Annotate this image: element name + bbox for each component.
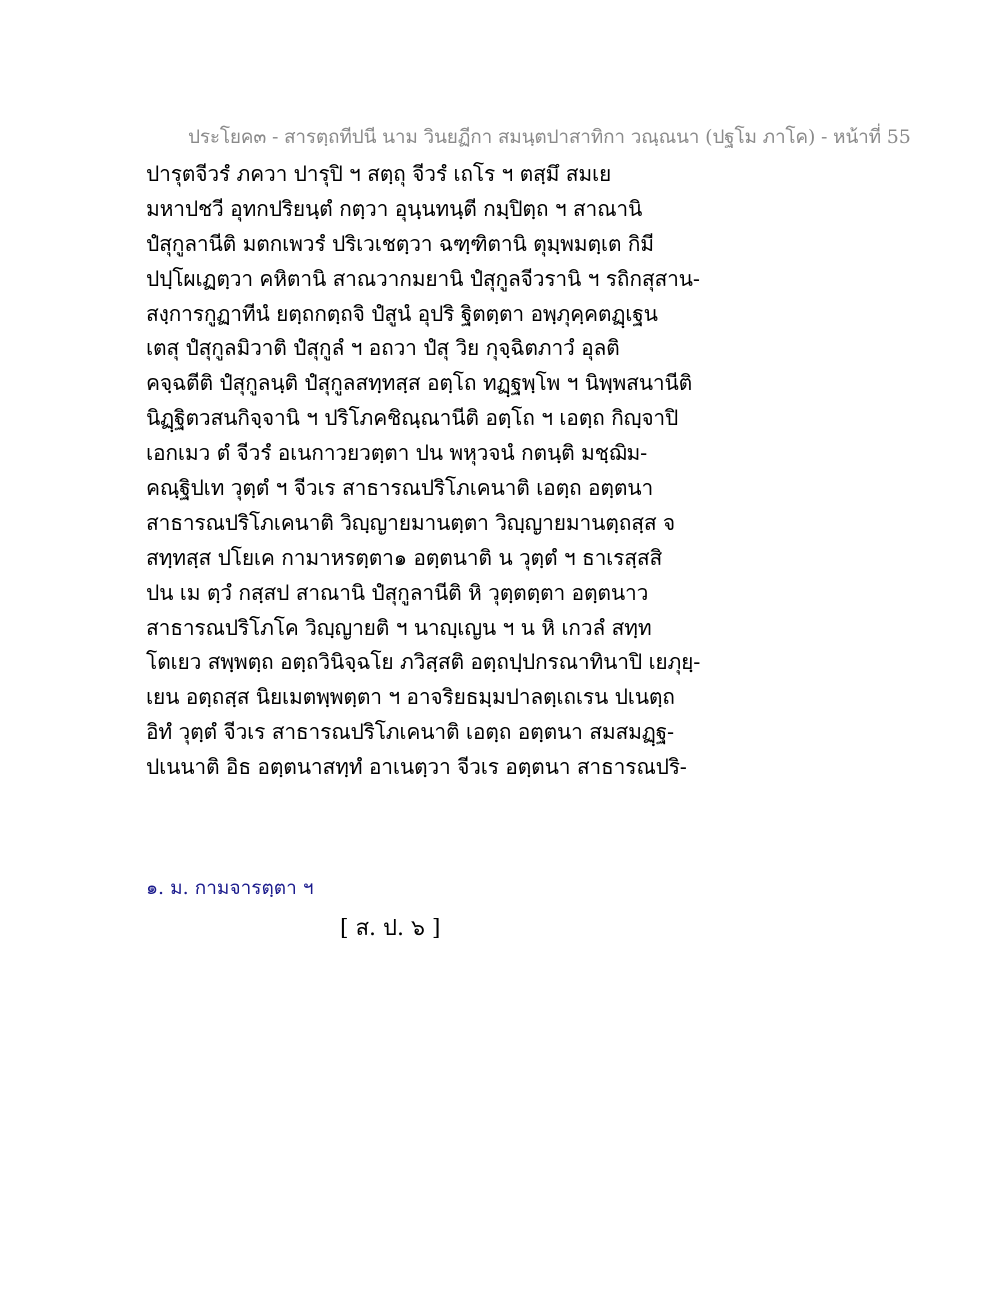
body-line: สทฺทสฺส ปโยเค กามาหรตฺตา๑ อตฺตนาติ น วุตฺตํ ฯ ธาเรสฺสสิ — [146, 545, 663, 570]
page-header: ประโยค๓ - สารตฺถทีปนี นาม วินยฏีกา สมนฺตปาสาทิกา วณฺณนา (ปฐโม ภาโค) - หน้าที่ 55 — [188, 126, 911, 148]
body-line: ปเนนาติ อิธ อตฺตนาสทฺทํ อาเนตฺวา จีวเร อตฺตนา สาธารณปริ- — [146, 755, 687, 780]
body-line: เยน อตฺถสฺส นิยเมตพฺพตฺตา ฯ อาจริยธมฺมปาลตฺเถเรน ปเนตฺถ — [146, 685, 675, 710]
body-line: คจฺฉตีติ ปํสุกูลนฺติ ปํสุกูลสทฺทสฺส อตฺโถ ทฏฺฐพฺโพ ฯ นิพฺพสนานีติ — [146, 371, 693, 396]
body-line: ปํสุกูลานีติ มตกเพวรํ ปริเวเชตฺวา ฉฑฺฑิตานิ ตุมฺพมตฺเต กิมี — [146, 231, 654, 256]
body-line: สาธารณปริโภโค วิญฺญายติ ฯ นาญฺเญน ฯ น หิ เกวลํ สทฺท — [146, 615, 652, 640]
body-line: มหาปชวี อุทกปริยนฺตํ กตฺวา อุนฺนทนฺตี กมฺปิตฺถ ฯ สาณานิ — [146, 196, 643, 221]
body-line: โตเยว สพฺพตฺถ อตฺถวินิจฺฉโย ภวิสฺสติ อตฺถปฺปกรณาทินาปิ เยภุยฺ- — [146, 650, 701, 675]
body-line: เตสุ ปํสุกูลมิวาติ ปํสุกูลํ ฯ อถวา ปํสุ วิย กุจฺฉิตภาวํ อุลติ — [146, 336, 620, 361]
footnote: ๑. ม. กามจารตฺตา ฯ — [146, 877, 314, 899]
signature-mark: [ ส. ป. ๖ ] — [340, 916, 441, 941]
body-line: เอกเมว ตํ จีวรํ อเนกาวยวตฺตา ปน พหุวจนํ กตนฺติ มชฺฌิม- — [146, 441, 648, 466]
body-line: ปารุตจีวรํ ภควา ปารุปิ ฯ สตฺถุ จีวรํ เถโร ฯ ตสฺมึ สมเย — [146, 162, 612, 186]
body-line: อิทํ วุตฺตํ จีวเร สาธารณปริโภเคนาติ เอตฺถ อตฺตนา สมสมฏฺฐ- — [146, 720, 674, 745]
body-line: สาธารณปริโภเคนาติ วิญฺญายมานตฺตา วิญฺญายมานตฺถสฺส จ — [146, 510, 676, 535]
body-text — [146, 157, 846, 785]
body-line: ปปฺโผเฏตฺวา คหิตานิ สาณวากมยานิ ปํสุกูลจีวรานิ ฯ รถิกสุสาน- — [146, 266, 700, 291]
body-line: สงฺการกูฏาทีนํ ยตฺถกตฺถจิ ปํสูนํ อุปริ ฐิตตฺตา อพฺภุคฺคตฏฺเฐน — [146, 301, 658, 326]
body-line: ปน เม ตฺวํ กสฺสป สาณานิ ปํสุกูลานีติ หิ วุตฺตตฺตา อตฺตนาว — [146, 580, 649, 605]
body-line: คณฺฐิปเท วุตฺตํ ฯ จีวเร สาธารณปริโภเคนาติ เอตฺถ อตฺตนา — [146, 476, 654, 501]
body-line: นิฏฺฐิตวสนกิจฺจานิ ฯ ปริโภคชิณฺณานีติ อตฺโถ ฯ เอตฺถ กิญฺจาปิ — [146, 406, 679, 431]
